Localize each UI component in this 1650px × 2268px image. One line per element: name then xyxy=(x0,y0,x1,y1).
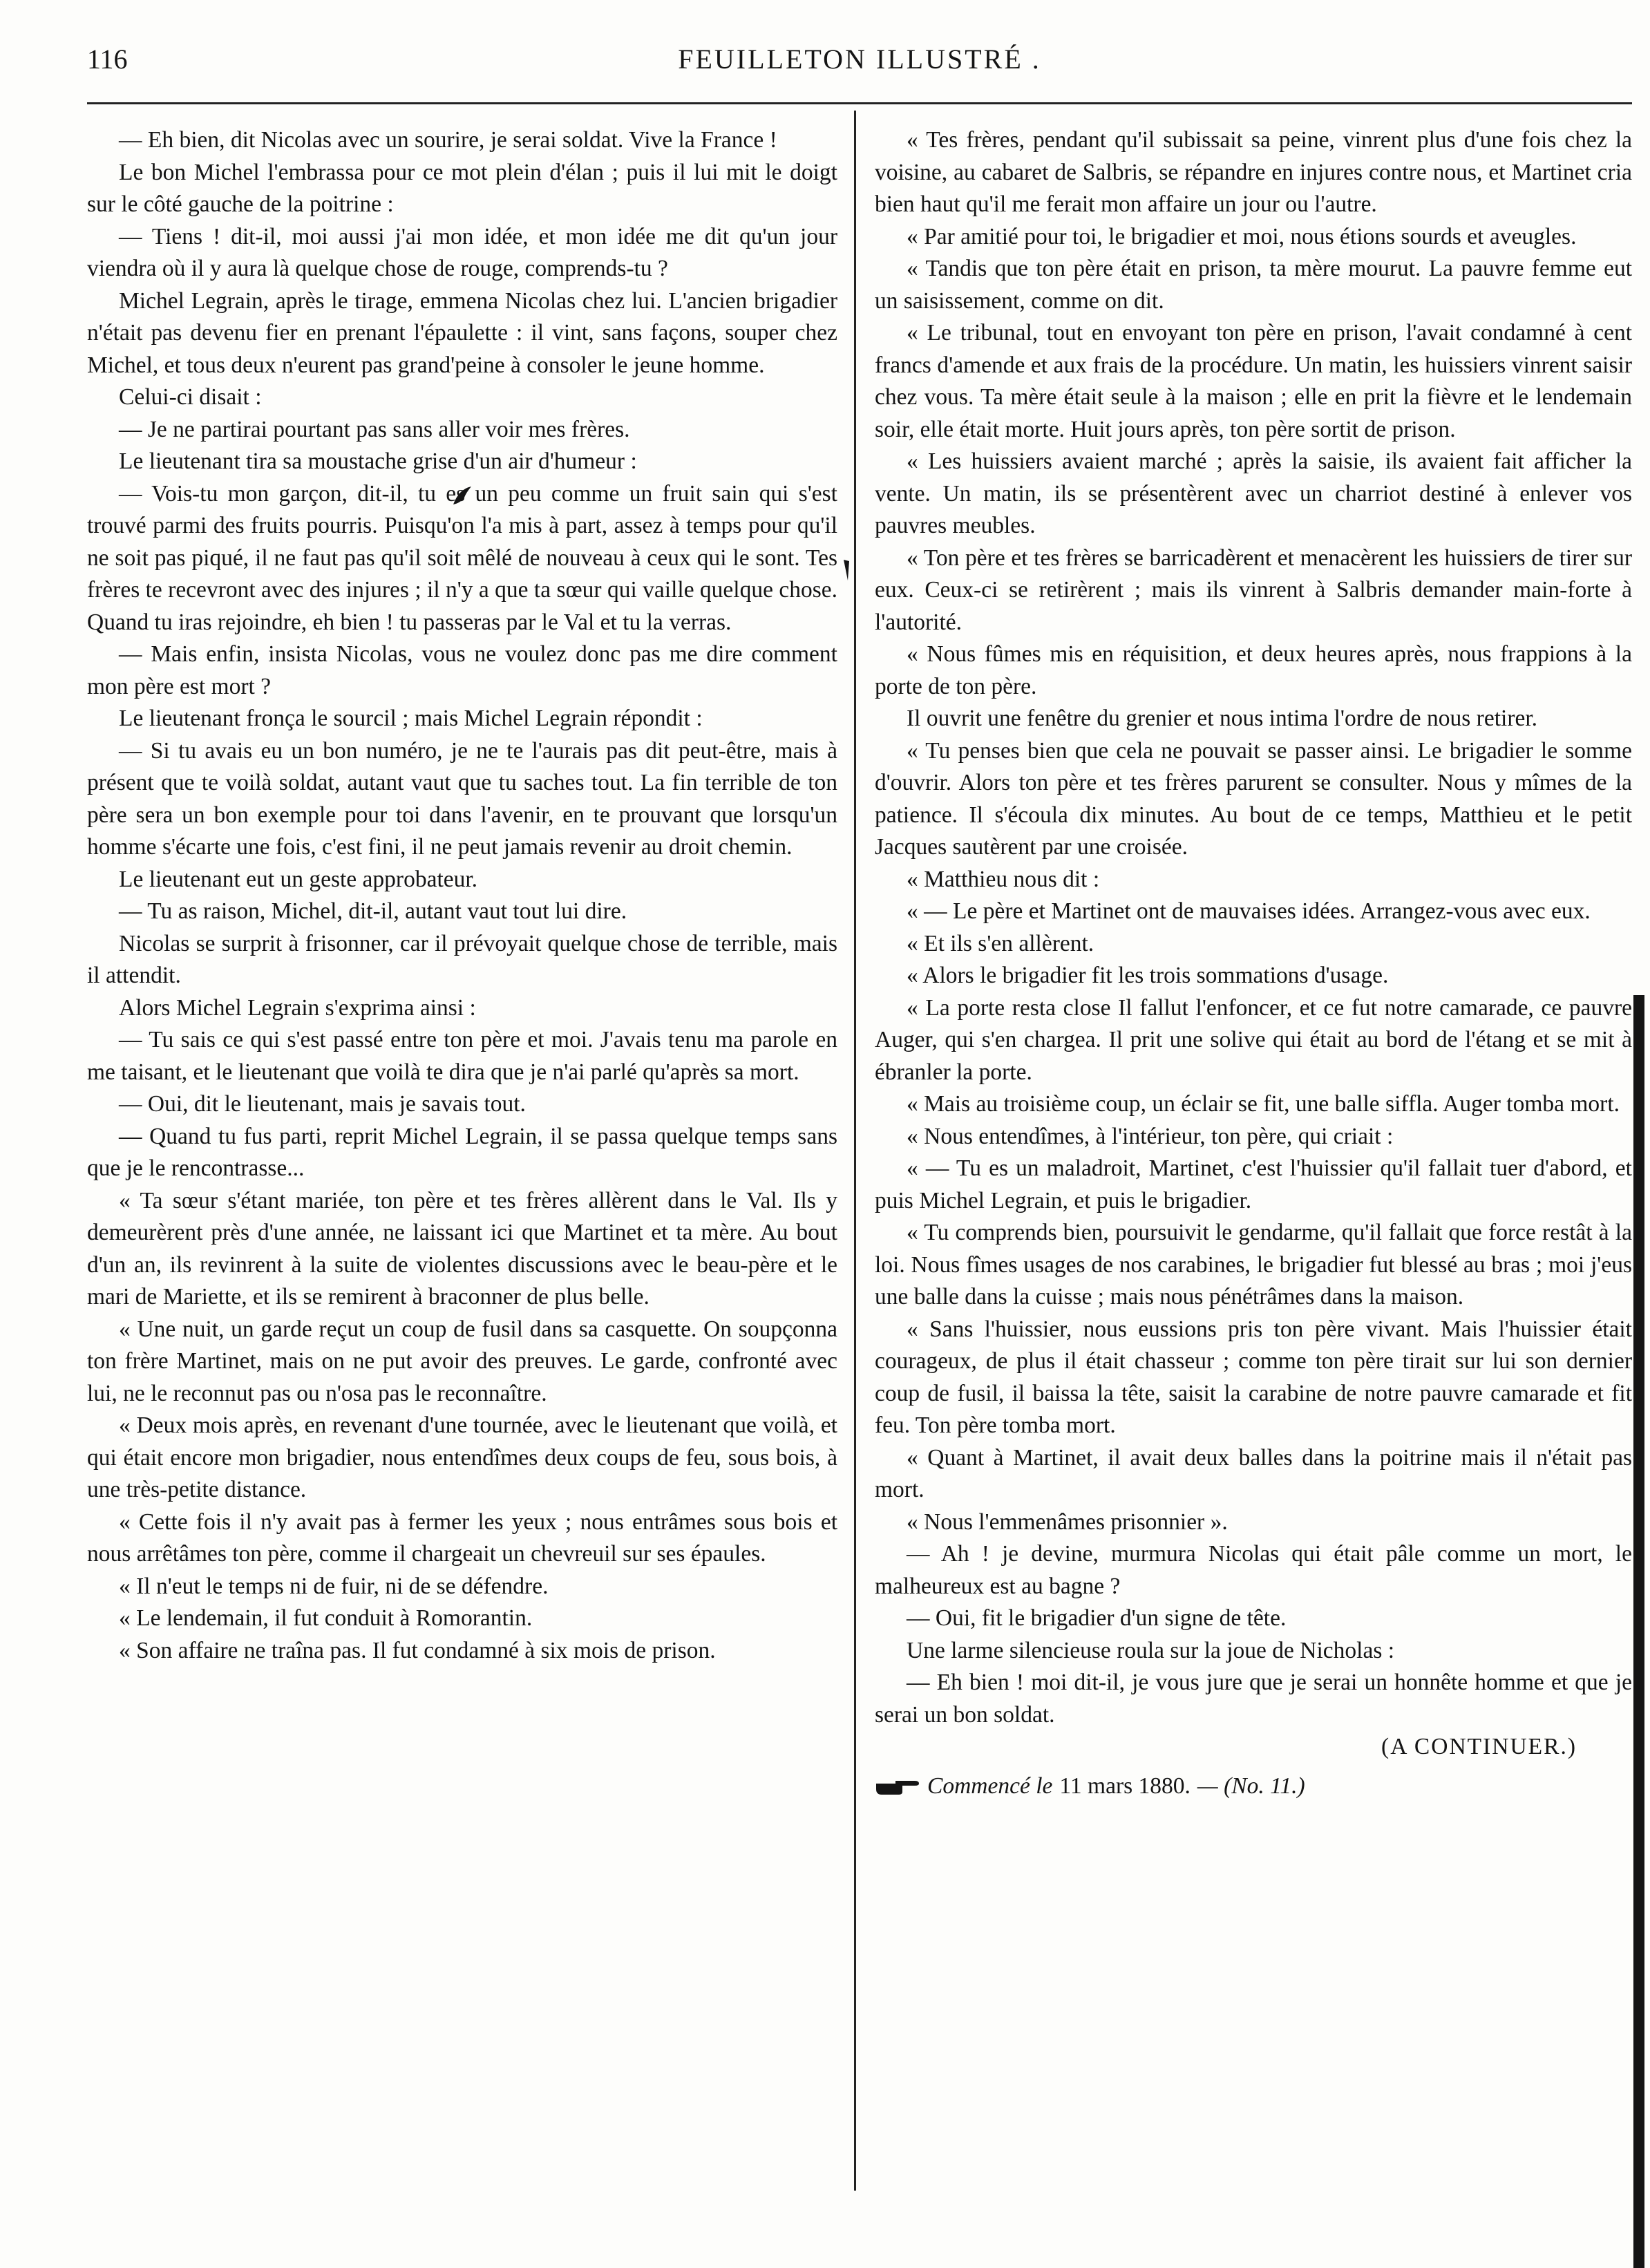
running-title: FEUILLETON ILLUSTRÉ . xyxy=(678,44,1041,75)
paragraph: — Eh bien, dit Nicolas avec un sourire, je serai soldat. Vive la France ! xyxy=(119,127,777,153)
paragraph: « Sans l'huissier, nous eussions pris ton père vivant. Mais l'huissier était courageux, de plus il était chasseur ; comme ton père tirait sur lui son dernier coup de fusil, il baissa la tête, saisit la carabine de notre pauvre camarade et fit feu. Ton père tomba mort. xyxy=(875,1316,1632,1438)
issue-reference: — (No. 11.) xyxy=(1197,1773,1305,1799)
article-column-right xyxy=(875,124,1632,1802)
paragraph: Celui-ci disait : xyxy=(119,384,262,410)
paragraph: « Quant à Martinet, il avait deux balles dans la poitrine mais il n'était pas mort. xyxy=(875,1444,1632,1502)
paragraph: « Nous fûmes mis en réquisition, et deux heures après, nous frappions à la porte de ton père. xyxy=(875,641,1632,699)
serial-start-note xyxy=(875,1770,1632,1803)
page-number: 116 xyxy=(87,44,128,75)
paragraph: — Oui, dit le lieutenant, mais je savais tout. xyxy=(119,1091,526,1117)
paragraph: « Alors le brigadier fit les trois sommations d'usage. xyxy=(907,963,1389,988)
paragraph: « Tu penses bien que cela ne pouvait se passer ainsi. Le brigadier le somme d'ouvrir. Alors ton père et tes frères parurent se consulter. Nous y mîmes de la patience. Il s'écoula dix minutes. Au bout de ce temps, Matthieu et le petit Jacques sautèrent par une croisée. xyxy=(875,737,1632,860)
paragraph: — Vois-tu mon garçon, dit-il, tu es un peu comme un fruit sain qui s'est trouvé parmi des fruits pourris. Puisqu'on l'a mis à part, assez à temps pour qu'il ne soit pas piqué, il ne faut pas qu'il soit mêlé de nouveau à ceux qui le sont. Tes frères te recevront avec des injures ; il n'y a que ta sœur qui vaille quelque chose. Quand tu iras rejoindre, eh bien ! tu passeras par le Val et tu la verras. xyxy=(87,480,838,635)
paragraph: « — Le père et Martinet ont de mauvaises idées. Arrangez-vous avec eux. xyxy=(907,898,1591,924)
paragraph: « Tes frères, pendant qu'il subissait sa peine, vinrent plus d'une fois chez la voisine, au cabaret de Salbris, se répandre en injures contre nous, et Martinet cria bien haut qu'il me ferait mon affaire un jour ou l'autre. xyxy=(875,127,1632,217)
header-rule xyxy=(87,102,1632,104)
paragraph: — Tu as raison, Michel, dit-il, autant vaut tout lui dire. xyxy=(119,898,627,924)
paragraph: — Tu sais ce qui s'est passé entre ton père et moi. J'avais tenu ma parole en me taisant, et le lieutenant que voilà te dira que je n'ai parlé qu'après sa mort. xyxy=(87,1027,837,1085)
paragraph: « — Tu es un maladroit, Martinet, c'est l'huissier qu'il fallait tuer d'abord, et puis Michel Legrain, et puis le brigadier. xyxy=(875,1155,1632,1213)
paragraph: — Quand tu fus parti, reprit Michel Legrain, il se passa quelque temps sans que je le rencontrasse... xyxy=(87,1123,837,1181)
paragraph: — Eh bien ! moi dit-il, je vous jure que je serai un honnête homme et que je serai un bon soldat. xyxy=(875,1670,1632,1728)
paragraph: « Matthieu nous dit : xyxy=(907,866,1100,892)
to-be-continued-note: (A CONTINUER.) xyxy=(1381,1734,1577,1759)
article-column-left xyxy=(87,124,837,1667)
paragraph: Une larme silencieuse roula sur la joue de Nicholas : xyxy=(907,1637,1395,1663)
paragraph: Le lieutenant tira sa moustache grise d'un air d'humeur : xyxy=(119,448,637,474)
paragraph: « Mais au troisième coup, un éclair se fit, une balle siffla. Auger tomba mort. xyxy=(907,1091,1620,1117)
paragraph: « Deux mois après, en revenant d'une tournée, avec le lieutenant que voilà, et qui était encore mon brigadier, nous entendîmes deux coups de feu, sous bois, à une très-petite distance. xyxy=(87,1412,837,1502)
paragraph: « Cette fois il n'y avait pas à fermer les yeux ; nous entrâmes sous bois et nous arrêtâmes ton père, comme il chargeait un chevreuil sur ses épaules. xyxy=(87,1509,837,1567)
paragraph: Il ouvrit une fenêtre du grenier et nous intima l'ordre de nous retirer. xyxy=(907,706,1538,731)
paragraph: — Si tu avais eu un bon numéro, je ne te l'aurais pas dit peut-être, mais à présent que te voilà soldat, autant vaut que tu saches tout. La fin terrible de ton père sera un bon exemple pour toi dans l'avenir, en te prouvant que lorsqu'un homme s'écarte une fois, c'est fini, il ne peut jamais revenir au droit chemin. xyxy=(87,737,837,860)
paragraph: « Nous entendîmes, à l'intérieur, ton père, qui criait : xyxy=(907,1123,1394,1149)
serial-start-date: 11 mars 1880. xyxy=(1059,1773,1191,1799)
scan-edge-bar xyxy=(1633,995,1644,2268)
paragraph: Nicolas se surprit à frisonner, car il prévoyait quelque chose de terrible, mais il attendit. xyxy=(87,930,837,988)
paragraph: « Une nuit, un garde reçut un coup de fusil dans sa casquette. On soupçonna ton frère Martinet, mais on ne put avoir des preuves. Le garde, confronté avec lui, ne le reconnut pas ou n'osa pas le reconnaître. xyxy=(87,1316,837,1406)
paragraph: Michel Legrain, après le tirage, emmena Nicolas chez lui. L'ancien brigadier n'était pas devenu fier en prenant l'épaulette : il vint, sans façons, souper chez Michel, et tous deux n'eurent pas grand'peine à consoler le jeune homme. xyxy=(87,287,837,378)
paragraph: « Ton père et tes frères se barricadèrent et menacèrent les huissiers de tirer sur eux. Ceux-ci se retirèrent ; mais ils vinrent à Salbris demander main-forte à l'autorité. xyxy=(875,545,1632,635)
paragraph: « Les huissiers avaient marché ; après la saisie, ils avaient fait afficher la vente. Un matin, ils se présentèrent avec un charriot destiné à enlever vos pauvres meubles. xyxy=(875,448,1632,538)
paragraph: « Tu comprends bien, poursuivit le gendarme, qu'il fallait que force restât à la loi. Nous fîmes usages de nos carabines, le brigadier fut blessé au bras ; moi j'eus une balle dans la cuisse ; mais nous pénétrâmes dans la maison. xyxy=(875,1220,1632,1310)
paragraph: — Je ne partirai pourtant pas sans aller voir mes frères. xyxy=(119,416,630,442)
paragraph: — Tiens ! dit-il, moi aussi j'ai mon idée, et mon idée me dit qu'un jour viendra où il y aura là quelque chose de rouge, comprends-tu ? xyxy=(87,223,837,281)
paragraph: « Tandis que ton père était en prison, ta mère mourut. La pauvre femme eut un saisissement, comme on dit. xyxy=(875,256,1632,314)
paragraph: Le lieutenant fronça le sourcil ; mais Michel Legrain répondit : xyxy=(119,706,703,731)
paragraph: « Nous l'emmenâmes prisonnier ». xyxy=(907,1509,1228,1535)
pointing-hand-icon xyxy=(875,1777,920,1796)
paragraph: Alors Michel Legrain s'exprima ainsi : xyxy=(119,994,476,1021)
column-divider xyxy=(854,111,856,2191)
paragraph: Le lieutenant eut un geste approbateur. xyxy=(119,866,478,892)
paragraph: « Le lendemain, il fut conduit à Romorantin. xyxy=(119,1605,533,1631)
serial-start-prefix: Commencé le xyxy=(927,1773,1053,1799)
paragraph: « Et ils s'en allèrent. xyxy=(907,930,1094,956)
paragraph: « Il n'eut le temps ni de fuir, ni de se défendre. xyxy=(119,1573,549,1599)
page-header xyxy=(87,43,1632,84)
paragraph: Le bon Michel l'embrassa pour ce mot plein d'élan ; puis il lui mit le doigt sur le côté gauche de la poitrine : xyxy=(87,159,837,217)
paragraph: — Mais enfin, insista Nicolas, vous ne voulez donc pas me dire comment mon père est mort ? xyxy=(87,641,837,699)
paragraph: « Le tribunal, tout en envoyant ton père en prison, l'avait condamné à cent francs d'amende et aux frais de la procédure. Un matin, les huissiers vinrent saisir chez vous. Ta mère était seule à la maison ; elle en prit la fièvre et le lendemain soir, elle était morte. Huit jours après, ton père sortit de prison. xyxy=(875,320,1632,442)
paragraph: « La porte resta close Il fallut l'enfoncer, et ce fut notre camarade, ce pauvre Auger, qui s'en chargea. Il prit une solive qui était au bord de l'étang et se mit à ébranler la porte. xyxy=(875,994,1632,1085)
ink-tick-mark xyxy=(841,558,852,583)
paragraph: « Son affaire ne traîna pas. Il fut condamné à six mois de prison. xyxy=(119,1637,716,1663)
paragraph: « Ta sœur s'étant mariée, ton père et tes frères allèrent dans le Val. Ils y demeurèrent près d'une année, ne laissant ici que Martinet et ta mère. Au bout d'un an, ils revinrent à la suite de violentes discussions avec le beau-père et le mari de Mariette, et ils se remirent à braconner de plus belle. xyxy=(87,1187,837,1310)
paragraph: — Ah ! je devine, murmura Nicolas qui était pâle comme un mort, le malheureux est au bagne ? xyxy=(875,1541,1632,1599)
paragraph: — Oui, fit le brigadier d'un signe de tête. xyxy=(907,1605,1287,1631)
paragraph: « Par amitié pour toi, le brigadier et moi, nous étions sourds et aveugles. xyxy=(907,223,1577,249)
